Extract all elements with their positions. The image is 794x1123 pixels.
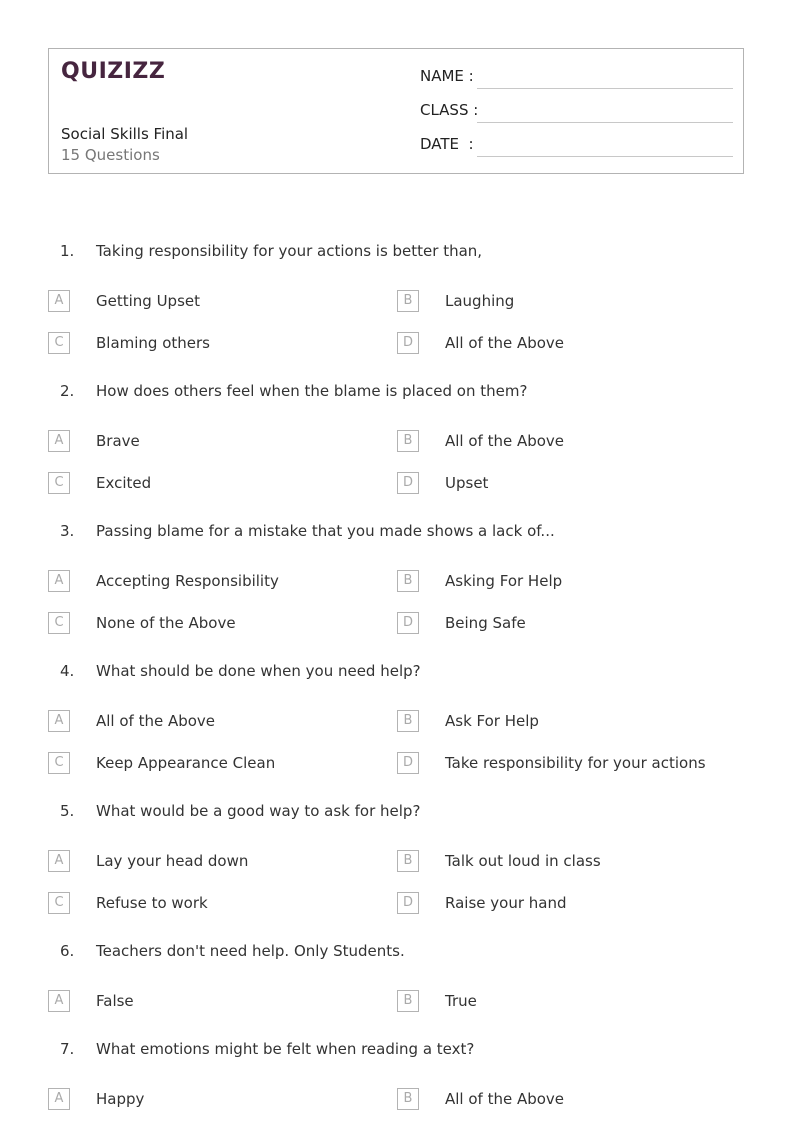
answer-option-a[interactable] (48, 710, 388, 734)
option-letter-box[interactable]: C (48, 612, 70, 634)
answer-option-d[interactable] (397, 472, 737, 496)
question-text: What would be a good way to ask for help? (96, 802, 421, 820)
answer-option-d[interactable] (397, 612, 737, 636)
answer-option-c[interactable] (48, 332, 388, 356)
option-letter-box[interactable]: B (397, 290, 419, 312)
class-line[interactable] (477, 122, 733, 123)
answer-option-b[interactable] (397, 990, 737, 1014)
answer-option-a[interactable] (48, 1088, 388, 1112)
question-number: 3. (60, 522, 75, 540)
option-letter-box[interactable]: A (48, 290, 70, 312)
option-text: Raise your hand (445, 894, 567, 912)
answer-option-d[interactable] (397, 752, 737, 776)
answer-option-b[interactable] (397, 710, 737, 734)
answer-option-c[interactable] (48, 752, 388, 776)
option-letter-box[interactable]: D (397, 332, 419, 354)
quizizz-logo: QUIZIZZ (61, 59, 166, 84)
answer-option-b[interactable] (397, 850, 737, 874)
answer-option-c[interactable] (48, 472, 388, 496)
option-letter-box[interactable]: C (48, 332, 70, 354)
question-text: What should be done when you need help? (96, 662, 421, 680)
date-line[interactable] (477, 156, 733, 157)
question-2 (0, 382, 794, 406)
option-letter-box[interactable]: B (397, 990, 419, 1012)
answer-option-b[interactable] (397, 430, 737, 454)
option-text: Upset (445, 474, 489, 492)
answer-option-c[interactable] (48, 892, 388, 916)
option-text: Brave (96, 432, 140, 450)
question-number: 5. (60, 802, 75, 820)
name-label: NAME : (420, 67, 474, 85)
option-letter-box[interactable]: B (397, 570, 419, 592)
class-label: CLASS : (420, 101, 479, 119)
answer-option-c[interactable] (48, 612, 388, 636)
option-text: Being Safe (445, 614, 526, 632)
question-4 (0, 662, 794, 686)
answer-option-b[interactable] (397, 1088, 737, 1112)
option-text: Happy (96, 1090, 145, 1108)
answer-option-a[interactable] (48, 990, 388, 1014)
option-text: Lay your head down (96, 852, 249, 870)
option-letter-box[interactable]: A (48, 1088, 70, 1110)
option-text: Take responsibility for your actions (445, 754, 706, 772)
question-count: 15 Questions (61, 146, 160, 164)
question-text: Passing blame for a mistake that you made shows a lack of... (96, 522, 555, 540)
option-letter-box[interactable]: D (397, 612, 419, 634)
option-letter-box[interactable]: A (48, 850, 70, 872)
option-letter-box[interactable]: B (397, 1088, 419, 1110)
question-3 (0, 522, 794, 546)
answer-option-a[interactable] (48, 290, 388, 314)
option-letter-box[interactable]: B (397, 430, 419, 452)
question-number: 2. (60, 382, 75, 400)
question-6 (0, 942, 794, 966)
name-field[interactable] (420, 65, 733, 89)
date-label: DATE : (420, 135, 474, 153)
option-text: Keep Appearance Clean (96, 754, 276, 772)
question-text: Teachers don't need help. Only Students. (96, 942, 405, 960)
answer-option-a[interactable] (48, 430, 388, 454)
option-letter-box[interactable]: A (48, 990, 70, 1012)
option-text: Ask For Help (445, 712, 539, 730)
option-text: Refuse to work (96, 894, 208, 912)
option-letter-box[interactable]: C (48, 752, 70, 774)
option-text: None of the Above (96, 614, 236, 632)
option-text: True (445, 992, 477, 1010)
option-letter-box[interactable]: A (48, 710, 70, 732)
answer-option-a[interactable] (48, 850, 388, 874)
option-letter-box[interactable]: D (397, 752, 419, 774)
option-text: All of the Above (445, 334, 565, 352)
option-letter-box[interactable]: C (48, 472, 70, 494)
class-field[interactable] (420, 99, 733, 123)
question-number: 4. (60, 662, 75, 680)
option-letter-box[interactable]: B (397, 710, 419, 732)
option-letter-box[interactable]: D (397, 892, 419, 914)
option-letter-box[interactable]: B (397, 850, 419, 872)
answer-option-d[interactable] (397, 332, 737, 356)
option-text: Excited (96, 474, 152, 492)
answer-option-a[interactable] (48, 570, 388, 594)
worksheet-header (48, 48, 744, 174)
option-text: Accepting Responsibility (96, 572, 279, 590)
option-text: All of the Above (445, 432, 565, 450)
option-text: All of the Above (445, 1090, 565, 1108)
question-text: Taking responsibility for your actions is better than, (96, 242, 483, 260)
option-text: False (96, 992, 134, 1010)
answer-option-d[interactable] (397, 892, 737, 916)
name-line[interactable] (477, 88, 733, 89)
option-letter-box[interactable]: C (48, 892, 70, 914)
option-text: Talk out loud in class (445, 852, 601, 870)
option-letter-box[interactable]: D (397, 472, 419, 494)
option-text: Asking For Help (445, 572, 563, 590)
option-letter-box[interactable]: A (48, 430, 70, 452)
question-text: How does others feel when the blame is placed on them? (96, 382, 528, 400)
option-text: All of the Above (96, 712, 216, 730)
question-number: 6. (60, 942, 75, 960)
answer-option-b[interactable] (397, 570, 737, 594)
option-text: Getting Upset (96, 292, 201, 310)
question-7 (0, 1040, 794, 1064)
question-text: What emotions might be felt when reading a text? (96, 1040, 475, 1058)
question-1 (0, 242, 794, 266)
option-text: Laughing (445, 292, 515, 310)
date-field[interactable] (420, 133, 733, 157)
question-5 (0, 802, 794, 826)
option-text: Blaming others (96, 334, 211, 352)
answer-option-b[interactable] (397, 290, 737, 314)
option-letter-box[interactable]: A (48, 570, 70, 592)
question-number: 1. (60, 242, 75, 260)
quiz-title: Social Skills Final (61, 125, 189, 143)
question-number: 7. (60, 1040, 75, 1058)
